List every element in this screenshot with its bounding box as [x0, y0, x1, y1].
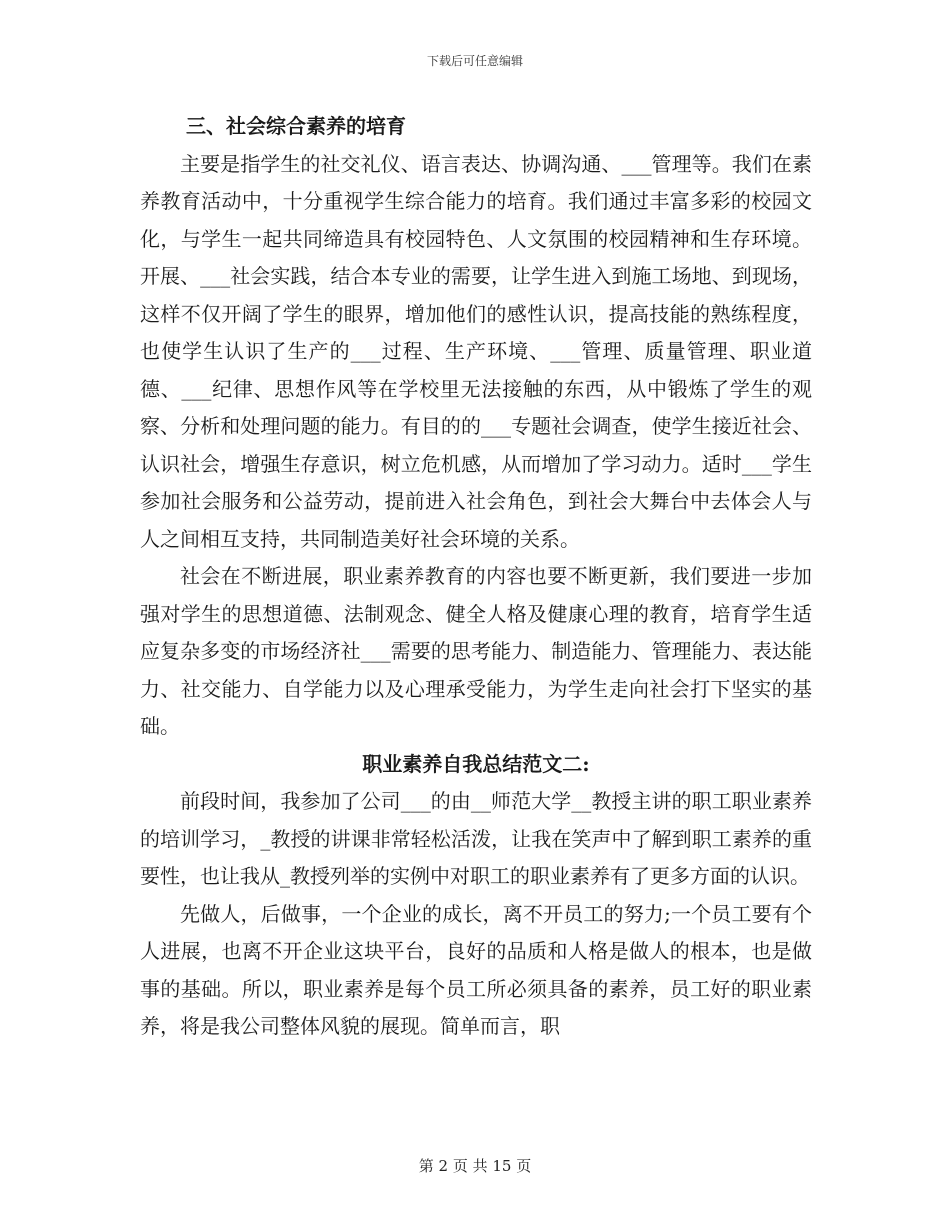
page-header: 下载后可任意编辑 — [426, 54, 523, 68]
paragraph: 社会在不断进展，职业素养教育的内容也要不断更新，我们要进一步加强对学生的思想道德、法制观念、健全人格及健康心理的教育，培育学生适应复杂多变的市场经济社___需要的思考能力、制造能力、管理能力、表达能力、社交能力、自学能力以及心理承受能力，为学生走向社会打下坚实的基础。 — [140, 564, 812, 738]
page-number: 第 2 页 共 15 页 — [418, 1157, 532, 1175]
paragraph: 先做人，后做事，一个企业的成长，离不开员工的努力;一个员工要有个人进展，也离不开企业这块平台，良好的品质和人格是做人的根本，也是做事的基础。所以，职业素养是每个员工所必须具备的素养，员工好的职业素养，将是我公司整体风貌的展现。简单而言，职 — [140, 901, 812, 1038]
paragraph: 主要是指学生的社交礼仪、语言表达、协调沟通、___管理等。我们在素养教育活动中，十分重视学生综合能力的培育。我们通过丰富多彩的校园文化，与学生一起共同缔造具有校园特色、人文氛围的校园精神和生存环境。开展、___社会实践，结合本专业的需要，让学生进入到施工场地、到现场，这样不仅开阔了学生的眼界，增加他们的感性认识，提高技能的熟练程度，也使学生认识了生产的___过程、生产环境、___管理、质量管理、职业道德、___纪律、思想作风等在学校里无法接触的东西，从中锻炼了学生的观察、分析和处理问题的能力。有目的的___专题社会调查，使学生接近社会、认识社会，增强生存意识，树立危机感，从而增加了学习动力。适时___学生参加社会服务和公益劳动，提前进入社会角色，到社会大舞台中去体会人与人之间相互支持，共同制造美好社会环境的关系。 — [140, 151, 812, 551]
paragraph: 前段时间，我参加了公司___的由__师范大学__教授主讲的职工职业素养的培训学习，_教授的讲课非常轻松活泼，让我在笑声中了解到职工素养的重要性，也让我从_教授列举的实例中对职工的职业素养有了更多方面的认识。 — [140, 789, 812, 888]
section-heading: 三、社会综合素养的培育 — [186, 114, 406, 138]
article-title: 职业素养自我总结范文二: — [362, 751, 590, 776]
document-body — [140, 108, 812, 1046]
